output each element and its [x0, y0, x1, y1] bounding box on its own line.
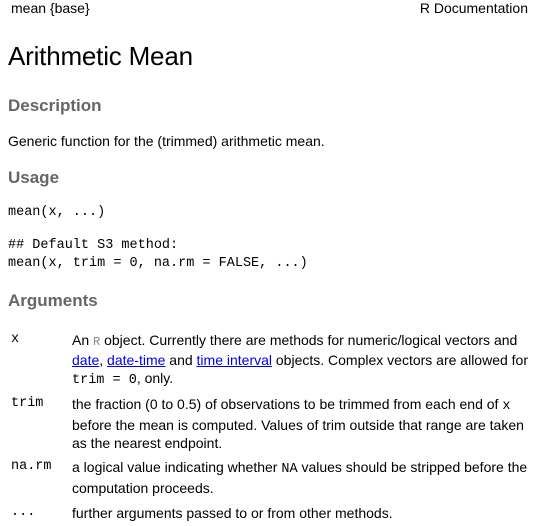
- link-time-interval[interactable]: time interval: [196, 352, 272, 368]
- arg-name-na-rm: na.rm: [11, 459, 52, 474]
- arg-name-x: x: [11, 332, 20, 347]
- link-date-time[interactable]: date-time: [107, 352, 166, 368]
- documentation-source: R Documentation: [419, 0, 528, 16]
- arg-desc-trim: the fraction (0 to 0.5) of observations to be trimmed from each end of x before the mean is computed. Values of trim outside that range are taken as the nearest endpoint.: [72, 396, 524, 451]
- arguments-heading: Arguments: [8, 291, 98, 310]
- arg-desc-na-rm: a logical value indicating whether NA values should be stripped before the computation proceeds.: [72, 459, 528, 496]
- arg-name-trim: trim: [11, 396, 44, 411]
- usage-heading: Usage: [8, 168, 60, 187]
- usage-line-default: mean(x, trim = 0, na.rm = FALSE, ...): [8, 256, 308, 271]
- topic-label: mean {base}: [11, 0, 90, 16]
- page-title: Arithmetic Mean: [8, 41, 193, 71]
- link-date[interactable]: date: [72, 352, 100, 368]
- arg-desc-x: An R object. Currently there are methods for numeric/logical vectors and date, date-time and time interval objects. Complex vectors are allowed for trim = 0, only.: [72, 332, 528, 388]
- inline-code: trim = 0: [72, 373, 137, 388]
- description-heading: Description: [8, 96, 102, 115]
- r-logo-icon: R: [93, 335, 101, 349]
- usage-line: mean(x, ...): [8, 205, 106, 220]
- arg-desc-dots: further arguments passed to or from other methods.: [72, 505, 393, 521]
- inline-code: NA: [281, 462, 298, 477]
- inline-code: x: [502, 399, 511, 414]
- description-text: Generic function for the (trimmed) arithmetic mean.: [8, 133, 325, 149]
- page-header: [0, 0, 540, 18]
- usage-comment: ## Default S3 method:: [8, 238, 179, 253]
- arg-name-dots: ...: [11, 505, 36, 520]
